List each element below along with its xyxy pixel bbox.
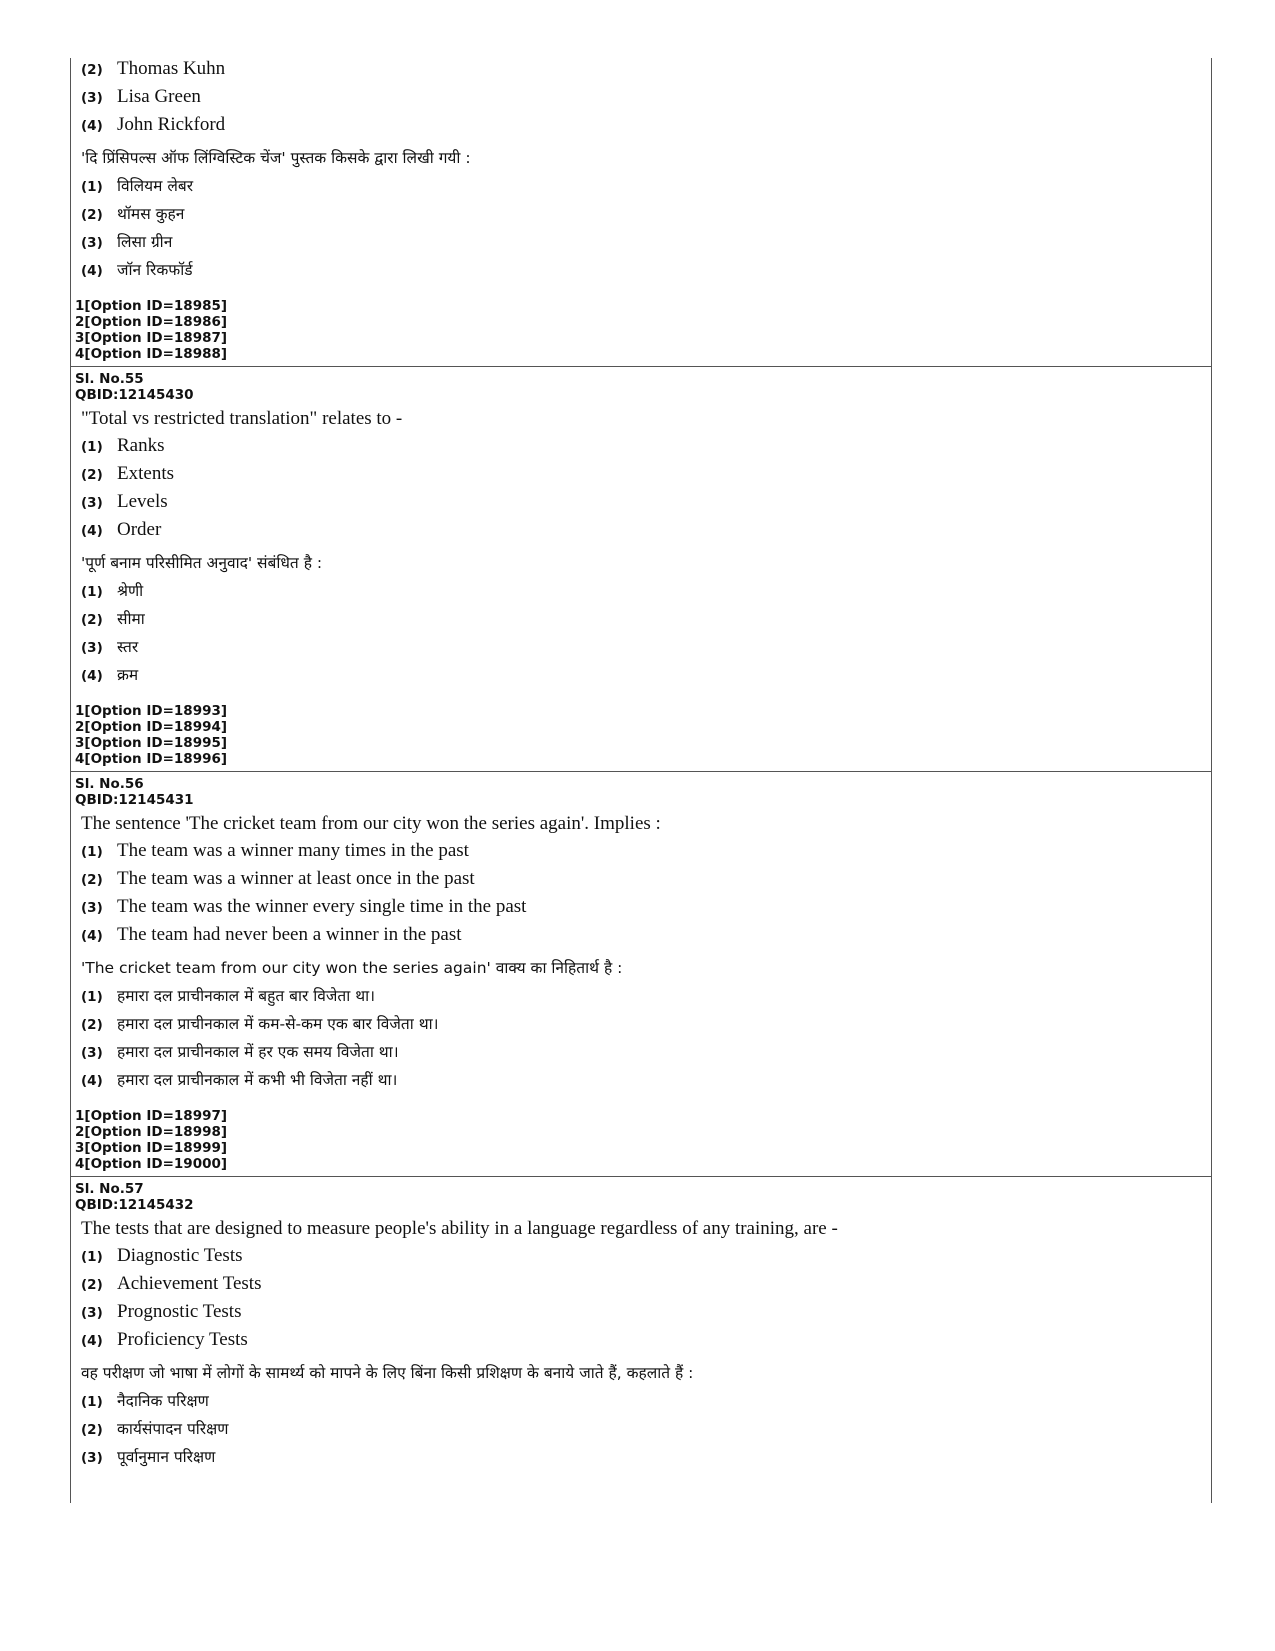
option-en — [81, 435, 1211, 463]
option-hi — [81, 258, 1211, 286]
qbid: QBID:12145432 — [75, 1197, 194, 1213]
option-number: (2) — [81, 207, 103, 223]
option-id: 3[Option ID=18995] — [75, 735, 228, 751]
question-stem-hindi: 'The cricket team from our city won the series again' वाक्य का निहितार्थ है : — [81, 959, 623, 977]
option-number: (4) — [81, 118, 103, 134]
option-text: लिसा ग्रीन — [117, 233, 173, 251]
serial-number: Sl. No.55 — [75, 371, 144, 387]
option-id-list — [75, 298, 1211, 362]
option-number: (1) — [81, 439, 103, 455]
question-stem-english: The sentence 'The cricket team from our city won the series again'. Implies : — [81, 813, 661, 834]
option-number: (4) — [81, 668, 103, 684]
option-hi — [81, 1445, 1211, 1473]
option-text: Prognostic Tests — [117, 1301, 242, 1322]
question-stem-english: The tests that are designed to measure people's ability in a language regardless of any training, are - — [81, 1218, 838, 1239]
option-number: (3) — [81, 900, 103, 916]
option-hi — [81, 202, 1211, 230]
option-text: हमारा दल प्राचीनकाल में हर एक समय विजेता था। — [117, 1043, 399, 1061]
option-id: 1[Option ID=18997] — [75, 1108, 228, 1124]
option-id: 4[Option ID=18988] — [75, 346, 228, 362]
option-text: The team was a winner many times in the past — [117, 840, 469, 861]
option-number: (1) — [81, 1249, 103, 1265]
option-text: The team was a winner at least once in the past — [117, 868, 475, 889]
option-hi — [81, 635, 1211, 663]
option-text: Levels — [117, 491, 168, 512]
option-number: (1) — [81, 844, 103, 860]
option-id: 3[Option ID=18987] — [75, 330, 228, 346]
option-text: जॉन रिकफॉर्ड — [117, 261, 193, 279]
option-text: Achievement Tests — [117, 1273, 262, 1294]
option-number: (1) — [81, 584, 103, 600]
option-id: 3[Option ID=18999] — [75, 1140, 228, 1156]
option-number: (3) — [81, 495, 103, 511]
option-number: (2) — [81, 1277, 103, 1293]
option-text: Order — [117, 519, 162, 540]
question-stem-hindi: 'पूर्ण बनाम परिसीमित अनुवाद' संबंधित है : — [81, 554, 323, 572]
option-number: (1) — [81, 179, 103, 195]
option-number: (2) — [81, 1017, 103, 1033]
option-text: विलियम लेबर — [117, 177, 194, 195]
option-number: (2) — [81, 1422, 103, 1438]
option-en — [81, 491, 1211, 519]
option-id-list — [75, 703, 1211, 767]
option-text: Thomas Kuhn — [117, 58, 226, 79]
option-en — [81, 58, 1211, 86]
question-stem-hindi: 'दि प्रिंसिपल्स ऑफ लिंग्विस्टिक चेंज' पुस्तक किसके द्वारा लिखी गयी : — [81, 149, 471, 167]
option-id: 2[Option ID=18998] — [75, 1124, 228, 1140]
option-text: हमारा दल प्राचीनकाल में कम-से-कम एक बार विजेता था। — [117, 1015, 439, 1033]
option-hi — [81, 1040, 1211, 1068]
option-number: (2) — [81, 872, 103, 888]
option-text: The team was the winner every single time in the past — [117, 896, 527, 917]
question-stem-hindi: वह परीक्षण जो भाषा में लोगों के सामर्थ्य को मापने के लिए बिंना किसी प्रशिक्षण के बनाये जाते हैं, कहलाते हैं : — [81, 1364, 694, 1382]
option-en — [81, 114, 1211, 142]
option-en — [81, 1245, 1211, 1273]
question-stem-english: "Total vs restricted translation" relates to - — [81, 408, 403, 429]
option-text: सीमा — [117, 610, 145, 628]
option-number: (4) — [81, 1073, 103, 1089]
option-en — [81, 1301, 1211, 1329]
option-id: 1[Option ID=18993] — [75, 703, 228, 719]
option-id: 2[Option ID=18986] — [75, 314, 228, 330]
option-number: (3) — [81, 1045, 103, 1061]
option-hi — [81, 663, 1211, 691]
option-number: (1) — [81, 1394, 103, 1410]
option-hi — [81, 174, 1211, 202]
question-56 — [71, 776, 1211, 1177]
option-number: (1) — [81, 989, 103, 1005]
option-hi — [81, 607, 1211, 635]
option-hi — [81, 579, 1211, 607]
option-number: (2) — [81, 62, 103, 78]
option-number: (3) — [81, 1450, 103, 1466]
option-number: (2) — [81, 612, 103, 628]
option-number: (4) — [81, 1333, 103, 1349]
serial-number: Sl. No.57 — [75, 1181, 144, 1197]
option-id: 4[Option ID=19000] — [75, 1156, 228, 1172]
option-text: The team had never been a winner in the past — [117, 924, 462, 945]
option-en — [81, 1273, 1211, 1301]
option-en — [81, 840, 1211, 868]
option-en — [81, 868, 1211, 896]
option-text: Extents — [117, 463, 174, 484]
option-number: (4) — [81, 263, 103, 279]
option-text: हमारा दल प्राचीनकाल में बहुत बार विजेता था। — [117, 987, 375, 1005]
option-number: (2) — [81, 467, 103, 483]
option-text: Proficiency Tests — [117, 1329, 248, 1350]
option-hi — [81, 1417, 1211, 1445]
option-id: 4[Option ID=18996] — [75, 751, 228, 767]
question-paper-page — [70, 58, 1212, 1503]
option-en — [81, 519, 1211, 547]
serial-number: Sl. No.56 — [75, 776, 144, 792]
option-en — [81, 924, 1211, 952]
option-text: क्रम — [117, 666, 139, 684]
question-55 — [71, 371, 1211, 772]
option-text: Ranks — [117, 435, 165, 456]
option-hi — [81, 1012, 1211, 1040]
option-hi — [81, 1068, 1211, 1096]
option-en — [81, 86, 1211, 114]
option-number: (4) — [81, 523, 103, 539]
option-en — [81, 896, 1211, 924]
option-text: थॉमस कुहन — [117, 205, 185, 223]
option-text: Diagnostic Tests — [117, 1245, 243, 1266]
option-number: (4) — [81, 928, 103, 944]
option-hi — [81, 230, 1211, 258]
question-54-continuation — [71, 58, 1211, 367]
qbid: QBID:12145431 — [75, 792, 194, 808]
option-id: 1[Option ID=18985] — [75, 298, 228, 314]
option-en — [81, 1329, 1211, 1357]
option-text: कार्यसंपादन परिक्षण — [117, 1420, 229, 1438]
option-number: (3) — [81, 640, 103, 656]
qbid: QBID:12145430 — [75, 387, 194, 403]
option-en — [81, 463, 1211, 491]
question-57 — [71, 1181, 1211, 1503]
option-text: Lisa Green — [117, 86, 201, 107]
option-number: (3) — [81, 1305, 103, 1321]
option-text: नैदानिक परिक्षण — [117, 1392, 209, 1410]
option-number: (3) — [81, 235, 103, 251]
option-number: (3) — [81, 90, 103, 106]
option-text: हमारा दल प्राचीनकाल में कभी भी विजेता नहीं था। — [117, 1071, 398, 1089]
option-hi — [81, 1389, 1211, 1417]
option-id-list — [75, 1108, 1211, 1172]
option-hi — [81, 984, 1211, 1012]
option-text: John Rickford — [117, 114, 226, 135]
option-id: 2[Option ID=18994] — [75, 719, 228, 735]
option-text: श्रेणी — [117, 582, 144, 600]
option-text: स्तर — [117, 638, 139, 656]
option-text: पूर्वानुमान परिक्षण — [117, 1448, 216, 1466]
